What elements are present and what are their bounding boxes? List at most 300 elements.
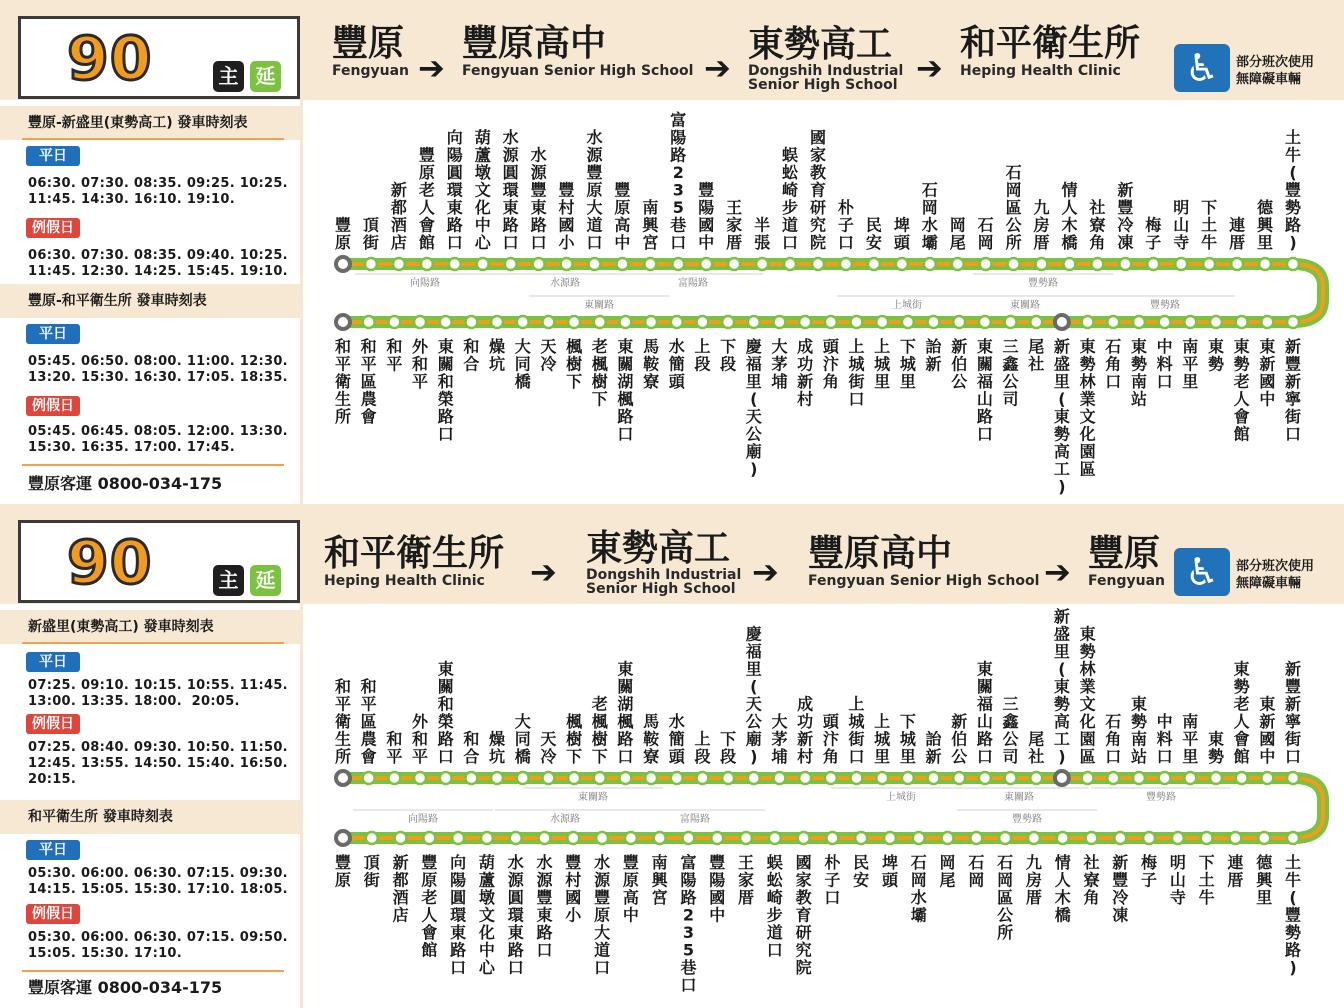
header-destination-1: 豐原 Fengyuan [332,23,409,79]
stop-label-char: 研 [809,198,827,217]
stop-label-char: 情 [1061,180,1078,200]
stop-label-char: 勢 [1207,354,1224,374]
stop-label [420,853,437,960]
stop-label [1112,853,1129,925]
stop-label-char: 段 [720,354,737,374]
stop-label-char: 村 [797,389,814,409]
stop-label-char: 中 [478,940,495,960]
divider [22,138,284,140]
stop-label-char: 蜈 [766,853,783,872]
stop-label-char: 茅 [771,729,788,749]
stop-label-char: 新 [1053,337,1070,356]
stop-label-char: 角 [1083,888,1100,907]
road-label: 上城街 [892,300,922,311]
stop-label-char: 和 [360,677,377,696]
divider [22,970,284,972]
stop-label-char: 橋 [1061,233,1078,252]
stop-marker [440,772,452,784]
stop-marker [979,316,991,328]
stop-marker [1231,258,1243,270]
stop-label-char: 南 [642,198,659,217]
main-route-tag: 主 [213,61,244,92]
stop-marker [896,258,908,270]
stop-label-char: 新 [390,180,407,200]
stop-label-char: 福 [745,642,762,661]
stop-label [474,128,492,252]
stop-label-char: 城 [899,729,916,749]
stop-label-char: 公 [745,424,762,444]
operator-contact: 豐原客運 0800-034-175 [28,978,223,997]
stop-label-char: 心 [478,958,495,977]
stop-label-char: 區 [1079,459,1096,479]
stop-marker [825,772,837,784]
stop-label-char: 站 [1130,747,1147,766]
stop-label-char: 究 [795,940,812,960]
stop-label-char: 關 [437,677,454,696]
stop-label-char: 口 [502,233,519,252]
stop-label-char: ( [1289,163,1297,182]
stop-label-char: 路 [617,407,634,426]
stop-label-char: 站 [1130,389,1147,409]
stop-label-char: 和 [386,729,403,749]
stop-label-char: 酒 [392,888,409,907]
stop-label-char: 下 [566,372,583,391]
stop-label-char: 凍 [1117,233,1134,252]
stop-label-char: 源 [507,870,524,890]
stop-label-char: 埤 [893,215,910,235]
timetable-sidebar [0,604,300,1008]
stop-label-char: 三 [1002,694,1019,714]
stop-label-char: 口 [837,233,854,252]
stop-marker [1082,316,1094,328]
stop-label-char: 下 [899,712,916,731]
stop-label [418,146,435,253]
stop-label-char: 路 [450,940,467,960]
stop-label-char: 都 [392,870,409,890]
stop-label-char: 詒 [925,337,942,356]
stop-label-char: 橋 [1054,905,1071,925]
stop-marker [1055,771,1069,785]
stop-label-char: 所 [1005,233,1022,252]
stop-label-char: 蘆 [474,145,491,165]
stop-label-char: ) [750,459,758,479]
arrow-icon: ➔ [752,553,779,591]
stop-label [617,660,634,767]
stop-label [623,853,639,925]
stop-label-char: 關 [976,677,993,696]
stop-label [823,712,840,766]
stop-label-char: 和 [437,694,454,714]
stop-marker [799,316,811,328]
stop-label-char: 人 [421,905,438,925]
stop-label-char: 源 [594,870,611,890]
stop-label-char: 料 [1156,729,1173,749]
stop-marker [568,772,580,784]
stop-label-char: 埔 [771,747,788,766]
stop-label-char: 房 [1033,215,1050,235]
stop-marker [952,258,964,270]
stop-label-char: 環 [450,905,467,925]
stop-label [1157,712,1173,766]
stop-label-char: 福 [745,354,762,374]
timetable-title: 豐原-和平衛生所 發車時刻表 [0,284,300,318]
stop-label-char: 豐 [586,163,603,182]
stop-label-char: 崎 [782,180,799,200]
stop-marker [1287,316,1299,328]
stop-label-char: 口 [1284,424,1302,444]
stop-marker [336,257,350,271]
stop-label-char: 新 [1112,853,1129,872]
stop-label-char: 公 [745,712,762,731]
stop-label [1233,337,1250,444]
stop-label-char: 街 [848,729,865,749]
stop-label-char: 院 [809,233,827,252]
stop-label-char: 大 [771,337,788,356]
stop-marker [1259,258,1271,270]
stop-label-char: 工 [1053,729,1070,749]
stop-marker [1184,316,1196,328]
stop-label-char: 子 [837,215,854,235]
stop-label-char: 中 [698,233,715,252]
stop-label-char: 人 [1233,712,1250,731]
stop-label-char: 鑫 [1002,712,1019,731]
stop-label-char: 興 [642,215,659,235]
stop-label-char: 勢 [1130,354,1147,374]
stop-label-char: 3 [682,923,695,942]
arrow-icon: ➔ [704,49,731,87]
stop-label [922,181,939,253]
stop-label-char: 城 [848,354,865,374]
stop-label [894,216,911,253]
stop-label-char: 新 [1259,712,1276,731]
stop-label-char: 國 [565,888,582,907]
stop-label-char: 豐 [1284,180,1302,200]
stop-marker [645,772,657,784]
stop-label-char: 勢 [1284,923,1302,942]
stop-label-char: 九 [1033,198,1050,217]
arrow-icon: ➔ [530,553,557,591]
stop-label-char: 豐 [1284,905,1302,925]
stop-label-char: 豐 [622,853,639,872]
timetable-sidebar [0,100,300,504]
stop-label-char: 陽 [446,145,463,165]
stop-label [1079,625,1097,767]
stop-label [1145,216,1161,253]
stop-marker [825,316,837,328]
stop-label-char: 公 [1005,215,1022,235]
stop-label-char: 冷 [540,747,557,766]
stop-marker [644,258,656,270]
road-label: 水源路 [550,278,580,289]
stop-marker [414,316,426,328]
stop-label-char: 王 [738,853,755,872]
stop-label-char: 化 [474,198,491,217]
stop-label-char: 下 [720,729,737,749]
stop-label-char: 園 [1079,442,1096,461]
stop-label-char: 平 [360,694,377,714]
stop-marker [722,316,734,328]
stop-label [361,677,377,766]
stop-label [488,730,505,767]
stop-label-char: 陽 [709,870,726,890]
stop-label-char: 老 [591,694,608,714]
stop-label-char: 老 [591,337,608,356]
stop-label-char: 關 [617,677,634,696]
road-label: 東關路 [584,300,614,311]
stop-marker [851,316,863,328]
stop-label [679,853,696,995]
divider [22,642,284,644]
stop-marker [980,258,992,270]
stop-marker [979,772,991,784]
stop-label-char: 圓 [450,888,467,907]
stop-marker [722,772,734,784]
stop-marker [1119,258,1131,270]
route-map-lower [303,604,1344,1008]
stop-label-char: 簡 [668,354,685,374]
stop-label-char: 5 [682,940,695,960]
stop-label-char: 文 [478,905,495,925]
stop-marker [1287,772,1299,784]
stop-label [926,730,943,767]
stop-label-char: 盛 [1053,354,1070,374]
stop-label-char: 口 [1156,747,1173,766]
stop-label [1256,853,1273,907]
stop-label-char: 勢 [1207,747,1224,766]
divider [22,464,284,466]
weekday-times: 06:30. 07:30. 08:35. 09:25. 10:25. 11:45. 14:30. 16:10. 19:10. [28,176,288,207]
stop-label-char: 伯 [951,354,968,374]
stop-label-char: 高 [614,215,631,235]
stop-label-char: 化 [1079,712,1096,731]
stop-label-char: 上 [874,337,891,356]
stop-label-char: 尾 [949,233,966,252]
stop-label-char: 和 [437,372,454,391]
stop-label-char: 頂 [363,853,380,872]
stop-label [1033,198,1050,252]
stop-label-char: 口 [617,747,634,766]
stop-label-char: 榮 [437,712,454,731]
stop-label-char: 興 [651,870,668,890]
stop-label-char: 高 [1053,712,1070,731]
stop-label-char: 原 [594,905,611,925]
stop-label-char: 館 [418,233,435,252]
stop-label-char: 東 [1053,407,1070,426]
stop-label-char: 東 [450,923,467,942]
stop-label-char: 新 [1284,372,1302,391]
stop-label-char: 口 [766,940,783,960]
stop-label-char: 梅 [1145,215,1162,235]
stop-marker [366,832,378,844]
stop-label-char: 中 [1259,747,1276,766]
stop-marker [645,316,657,328]
stop-label-char: 國 [558,215,575,235]
stop-label-char: 高 [622,888,639,907]
stop-label-char: 衛 [334,712,352,731]
stop-label-char: 連 [1229,215,1246,235]
stop-label-char: 會 [1233,407,1250,426]
stop-label-char: 豐 [536,888,553,907]
stop-label-char: 育 [795,905,812,925]
stop-marker [561,258,573,270]
stop-label [978,216,994,253]
stop-label-char: 宮 [651,888,668,907]
stop-marker [594,772,606,784]
stop-label-char: 家 [738,870,755,890]
stop-marker [902,316,914,328]
route-map-upper [303,100,1344,504]
stop-label-char: 明 [1169,853,1186,872]
stop-label-char: 成 [797,337,814,356]
stop-label-char: 大 [594,923,611,942]
stop-label-char: 安 [853,870,870,890]
stop-label-char: 上 [874,712,891,731]
stop-label-char: 平 [386,354,403,374]
stop-label-char: 城 [848,712,865,731]
stop-label-char: 路 [536,923,553,942]
stop-label [515,337,531,391]
stop-label [1131,695,1147,767]
stop-marker [1287,258,1299,270]
stop-label-char: 勢 [1284,198,1302,217]
stop-marker [1107,316,1119,328]
stop-label [976,337,993,444]
stop-label-char: 口 [437,747,454,766]
stop-label-char: 馬 [643,712,660,731]
stop-marker [517,772,529,784]
stop-label-char: 牛 [1284,145,1302,165]
stop-label-char: 平 [386,747,403,766]
stop-label-char: 慶 [745,337,762,356]
stop-label-char: 凍 [1112,905,1129,925]
stop-label-char: 石 [968,853,985,872]
stop-label-char: 老 [1233,372,1250,391]
road-label: 向陽路 [410,278,440,289]
stop-label [1208,730,1224,767]
stop-label-char: 路 [670,145,687,165]
stop-marker [671,772,683,784]
stop-label-char: 口 [536,940,553,960]
stop-label-char: 楓 [566,712,583,731]
stop-label-char: 新 [951,337,968,356]
stop-label-char: 石 [1105,337,1122,356]
stop-label-char: 豐 [421,853,438,872]
stop-label-char: 民 [853,853,870,872]
stop-label-char: 路 [437,729,454,749]
stop-label-char: 寮 [1089,215,1106,235]
stop-marker [1055,315,1069,329]
stop-label-char: 口 [848,389,865,409]
stop-label-char: 豐 [530,180,547,200]
stop-marker [465,316,477,328]
stop-marker [1203,258,1215,270]
main-route-tag: 主 [213,565,244,596]
stop-label-char: 平 [360,354,377,374]
stop-label-char: 東 [1130,337,1147,356]
stop-label-char: 安 [865,233,882,252]
stop-label-char: 福 [976,372,993,391]
stop-label-char: 街 [1284,407,1302,426]
stop-label [669,337,686,391]
stop-label-char: 城 [874,729,891,749]
stop-label [669,712,686,766]
stop-label [1088,198,1105,252]
stop-label-char: 新 [1284,694,1302,714]
stop-label [447,128,463,252]
stop-label-char: 上 [694,337,711,356]
stop-label-char: 城 [874,354,891,374]
stop-label [392,853,409,925]
stop-label-char: 楓 [617,389,634,409]
stop-label-char: 同 [514,729,531,749]
stop-label-char: 公 [1002,372,1019,391]
stop-label-char: 新 [1259,354,1276,374]
stop-label-char: 國 [709,888,726,907]
stop-label [882,853,899,890]
stop-label-char: 寧 [1284,389,1302,409]
stop-label-char: 頭 [668,372,685,391]
stop-marker [812,258,824,270]
stop-label-char: 岡 [1005,180,1022,200]
stop-marker [728,258,740,270]
stop-label-char: 段 [694,354,711,374]
stop-label-char: 文 [1079,407,1096,426]
stop-label-char: 平 [334,694,352,714]
stop-label-char: 寮 [643,747,660,766]
extension-route-tag: 延 [250,565,281,596]
accessibility-note: 部分班次使用 無障礙車輛 [1236,559,1315,591]
stop-label-char: 工 [1053,459,1070,479]
stop-marker [510,832,522,844]
stop-label [642,198,659,252]
stop-label-char: 樹 [591,372,608,391]
stop-label-char: 司 [1002,747,1019,766]
stop-label-char: 巷 [670,215,687,235]
stop-marker [619,772,631,784]
stop-label-char: 化 [1079,424,1096,444]
stop-marker [365,258,377,270]
stop-label-char: 冷 [1112,888,1129,907]
stop-label-char: 樹 [566,354,583,374]
stop-label-char: 館 [421,940,438,960]
stop-label-char: 口 [1284,747,1302,766]
holiday-badge: 例假日 [26,714,80,734]
stop-label-char: 外 [412,337,429,356]
stop-marker [542,316,554,328]
stop-label-char: 新 [797,729,814,749]
stop-marker [449,258,461,270]
stop-label-char: 環 [502,180,519,200]
stop-label-char: 上 [694,729,711,749]
stop-label-char: 路 [507,940,524,960]
stop-label-char: 口 [586,233,603,252]
stop-marker [773,316,785,328]
stop-marker [568,316,580,328]
stop-label [698,181,714,253]
stop-marker [1175,258,1187,270]
stop-label-char: 石 [910,853,927,872]
stop-marker [913,832,925,844]
stop-marker [423,832,435,844]
stop-label [726,198,742,252]
route-map-panel [300,100,1344,504]
stop-label-char: 勢 [1130,712,1147,731]
stop-label [643,337,660,391]
stop-label-char: 東 [437,659,454,679]
stop-label-char: 高 [1053,442,1070,461]
stop-label-char: 文 [1079,694,1096,714]
stop-label-char: 口 [680,975,697,995]
